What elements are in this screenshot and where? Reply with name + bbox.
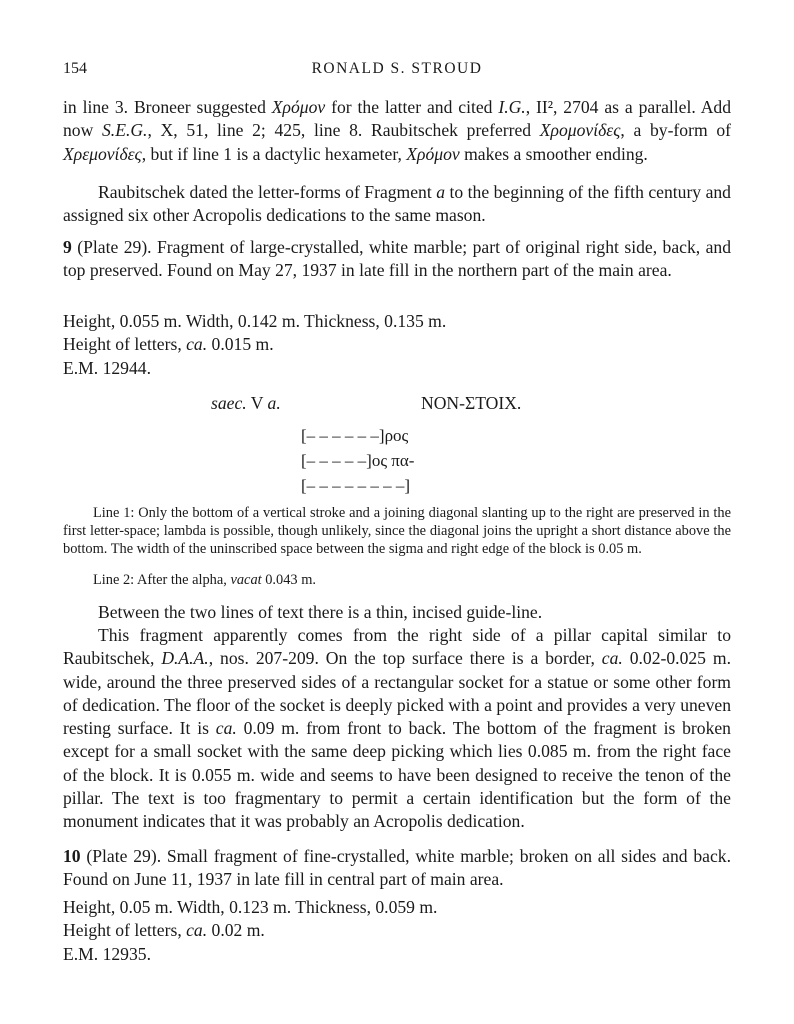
page-number: 154 [63, 60, 87, 77]
entry-10-number: 10 [63, 846, 81, 866]
paragraph-broneer: in line 3. Broneer suggested Χρόμον for the latter and cited I.G., II², 2704 as a parallel. Add now S.E.G., X, 51, line 2; 425, line 8. Raubitschek preferred Χρομονίδες, a by-form of Χρεμονίδες, but if line 1 is a dactylic hexameter, Χρόμον makes a smoother ending. [63, 97, 731, 164]
page-header [63, 60, 731, 84]
paragraph-pillar-capital: This fragment apparently comes from the right side of a pillar capital similar to Raubitschek, D.A.A., nos. 207-209. On the top surface there is a border, ca. 0.02-0.025 m. wide, around the three preserved sides of a rectangular socket for a statue or some other form of dedication. The floor of the socket is deeply picked with a point and provides a very uneven resting surface. It is ca. 0.09 m. from front to back. The bottom of the fragment is broken except for a small socket with the same deep picking which lies 0.085 m. from the right face of the block. It is 0.055 m. wide and seems to have been designed to receive the tenon of the pillar. The text is too fragmentary to permit a certain identification but the form of the monument indicates that it was probably an Acropolis dedication. [63, 625, 731, 832]
inscription-line-2: [– – – – –]ος πα- [301, 451, 415, 470]
note-line-1: Line 1: Only the bottom of a vertical stroke and a joining diagonal slanting up to the right are preserved in the first letter-space; lambda is possible, though unlikely, since the diagonal joins the upright a short distance above the bottom. The width of the uninscribed space between the sigma and right edge of the block is 0.05 m. [63, 505, 731, 557]
entry-9-heading: 9 (Plate 29). Fragment of large-crystalled, white marble; part of original right side, back, and top preserved. Found on May 27, 1937 in late fill in the northern part of the main area. [63, 237, 731, 281]
stoichedon-label: NON-ΣΤΟΙΧ. [421, 393, 522, 413]
inscription-line-1: [– – – – – –]ρος [301, 426, 409, 445]
date-label: saec. V a. [211, 393, 281, 413]
paragraph-guide-line: Between the two lines of text there is a thin, incised guide-line. [98, 602, 543, 622]
paragraph-raubitschek: Raubitschek dated the letter-forms of Fragment a to the beginning of the fifth century and assigned six other Acropolis dedications to the same mason. [63, 182, 731, 226]
running-title: RONALD S. STROUD [311, 60, 483, 77]
inscription-line-3: [– – – – – – – –] [301, 476, 411, 495]
entry-10-measurements: Height, 0.05 m. Width, 0.123 m. Thickness, 0.059 m. Height of letters, ca. 0.02 m. E.M. 12935. [63, 897, 438, 964]
entry-9-measurements: Height, 0.055 m. Width, 0.142 m. Thickness, 0.135 m. Height of letters, ca. 0.015 m. E.M. 12944. [63, 311, 447, 378]
note-line-2: Line 2: After the alpha, vacat 0.043 m. [93, 572, 317, 588]
inscription-text [301, 423, 414, 498]
entry-10-heading: 10 (Plate 29). Small fragment of fine-crystalled, white marble; broken on all sides and back. Found on June 11, 1937 in late fill in central part of main area. [63, 846, 731, 890]
entry-9-number: 9 [63, 237, 72, 257]
